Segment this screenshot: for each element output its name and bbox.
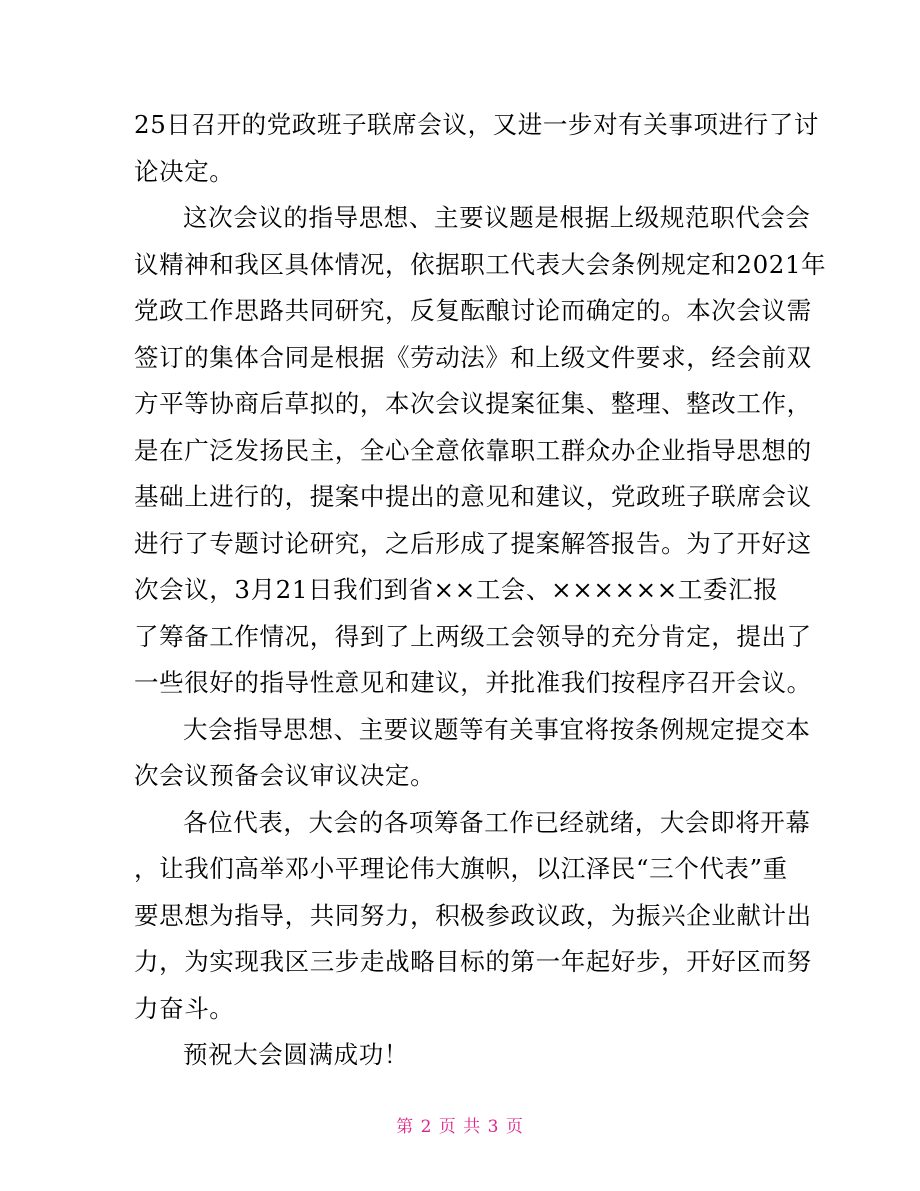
text-line: 党政工作思路共同研究，反复酝酿讨论而确定的。本次会议需 [134,296,812,325]
text-line: 一些很好的指导性意见和建议，并批准我们按程序召开会议。 [134,668,812,697]
text-line: ，让我们高举邓小平理论伟大旗帜，以江泽民“三个代表”重 [134,854,788,883]
text-line: 议精神和我区具体情况，依据职工代表大会条例规定和2021年 [134,249,827,279]
paragraph-start-line: 这次会议的指导思想、主要议题是根据上级规范职代会会 [183,203,811,232]
text-line: 进行了专题讨论研究，之后形成了提案解答报告。为了开好这 [134,528,812,558]
text-line: 力奋斗。 [134,993,235,1023]
text-line: 次会议预备会议审议决定。 [134,761,436,790]
text-line: 是在广泛发扬民主，全心全意依靠职工群众办企业指导思想的 [134,435,812,465]
document-body [134,102,827,1079]
paragraph-start-line: 大会指导思想、主要议题等有关事宜将按条例规定提交本 [183,714,811,744]
paragraph-start-line: 各位代表，大会的各项筹备工作已经就绪，大会即将开幕 [183,807,811,837]
page-number-footer: 第 2 页 共 3 页 [396,1117,524,1137]
text-line: 基础上进行的，提案中提出的意见和建议，党政班子联席会议 [134,482,812,511]
text-line: 签订的集体合同是根据《劳动法》和上级文件要求，经会前双 [134,342,812,372]
text-line: 了筹备工作情况，得到了上两级工会领导的充分肯定，提出了 [134,621,812,651]
text-line: 要思想为指导，共同努力，积极参政议政，为振兴企业献计出 [134,900,812,930]
text-line: 25日召开的党政班子联席会议，又进一步对有关事项进行了讨 [134,110,819,139]
text-line: 次会议，3月21日我们到省××工会、××××××工委汇报 [134,575,779,604]
paragraph-start-line: 预祝大会圆满成功！ [183,1040,409,1069]
text-line: 论决定。 [134,156,235,186]
text-line: 力，为实现我区三步走战略目标的第一年起好步，开好区而努 [134,947,812,976]
text-line: 方平等协商后草拟的，本次会议提案征集、整理、整改工作， [134,389,812,418]
